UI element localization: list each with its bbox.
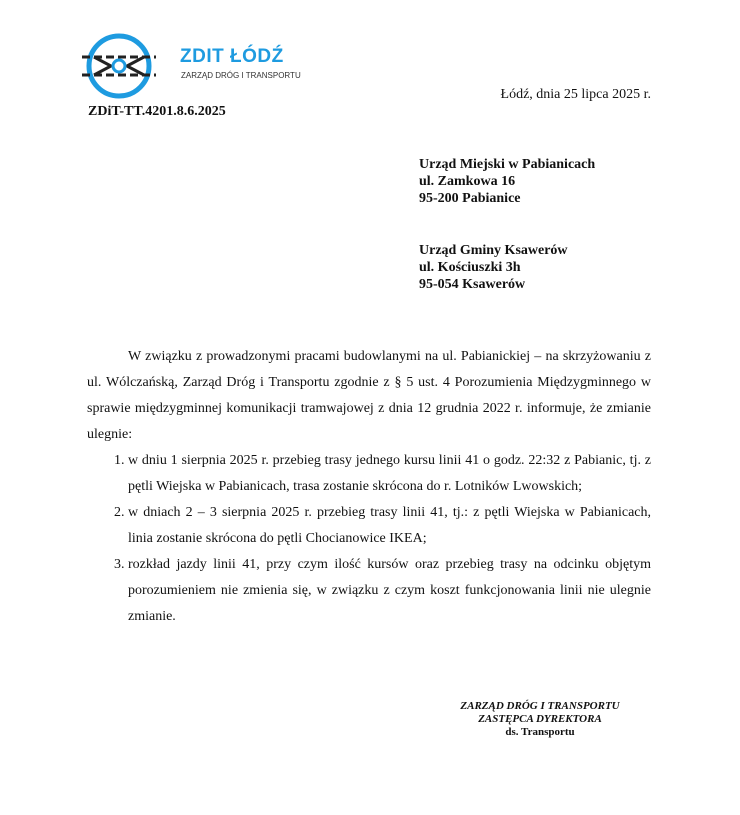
- list-item: 2. w dniach 2 – 3 sierpnia 2025 r. przebieg trasy linii 41, tj.: z pętli Wiejska w Pabianicach, linia zostanie skrócona do pętli Chocianowice IKEA;: [128, 500, 651, 552]
- logo-subtitle: ZARZĄD DRÓG I TRANSPORTU: [181, 71, 301, 80]
- list-item: 1. w dniu 1 sierpnia 2025 r. przebieg trasy jednego kursu linii 41 o godz. 22:32 z Pabianic, tj. z pętli Wiejska w Pabianicach, trasa zostanie skrócona do r. Lotników Lwowskich;: [128, 448, 651, 500]
- zdit-logo: [80, 32, 310, 102]
- letter-date: Łódź, dnia 25 lipca 2025 r.: [500, 87, 651, 102]
- list-item: 3. rozkład jazdy linii 41, przy czym ilość kursów oraz przebieg trasy na odcinku objętym porozumieniem nie zmienia się, w związku z czym koszt funkcjonowania linii nie ulegnie zmianie.: [128, 552, 651, 630]
- changes-list: [87, 448, 651, 630]
- recipient-city: 95-200 Pabianice: [419, 191, 521, 206]
- recipient-1: [419, 156, 595, 207]
- signature-block: [440, 700, 640, 739]
- reference-number: ZDiT-TT.4201.8.6.2025: [88, 104, 226, 119]
- recipient-name: Urząd Gminy Ksawerów: [419, 243, 568, 258]
- intro-paragraph: W związku z prowadzonymi pracami budowlanymi na ul. Pabianickiej – na skrzyżowaniu z ul. Wólczańską, Zarząd Dróg i Transportu zgodnie z § 5 ust. 4 Porozumienia Międzygminnego w sprawie międzygminnej komunikacji tramwajowej z dnia 12 grudnia 2022 r. informuje, że zmianie ulegnie:: [87, 349, 651, 442]
- signature-title: ZASTĘPCA DYREKTORA: [478, 713, 602, 725]
- recipient-2: [419, 242, 568, 293]
- logo-title: ZDIT ŁÓDŹ: [180, 46, 284, 67]
- signature-org: ZARZĄD DRÓG I TRANSPORTU: [460, 700, 620, 712]
- letter-body: [87, 344, 651, 630]
- recipient-city: 95-054 Ksawerów: [419, 277, 526, 292]
- recipient-street: ul. Kościuszki 3h: [419, 260, 521, 275]
- recipient-street: ul. Zamkowa 16: [419, 174, 516, 189]
- signature-department: ds. Transportu: [505, 726, 575, 738]
- zdit-logo-icon: [80, 32, 180, 102]
- recipient-name: Urząd Miejski w Pabianicach: [419, 157, 596, 172]
